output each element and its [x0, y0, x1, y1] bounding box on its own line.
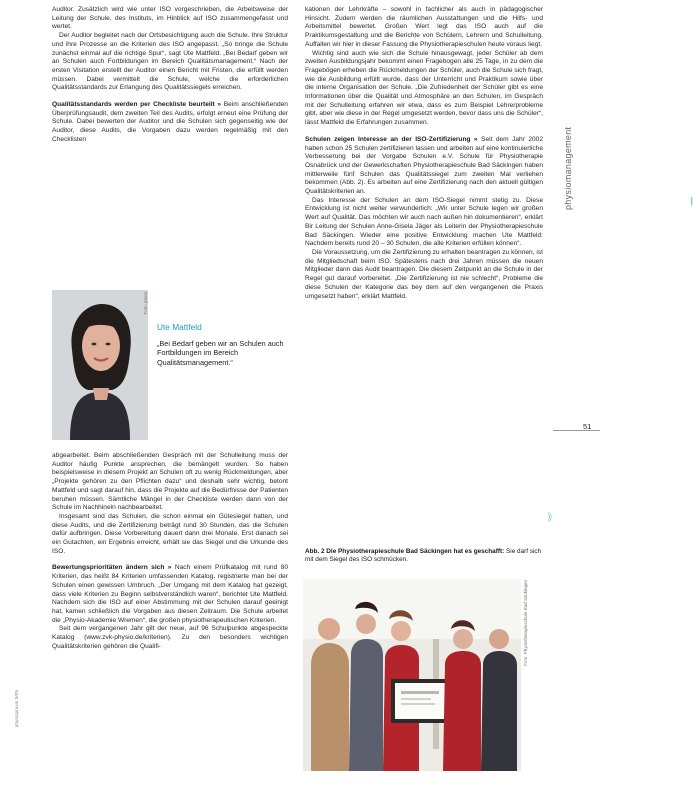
- paragraph: Die Voraussetzung, um die Zertifizierung zu erhalten beantragen zu können, ist die Mitgliedschaft beim ISO. Spätestens nach drei Jahren müssen die neuen Mitglieder dann das Audit beantragen. Die diesem Zeitpunkt an die Schule in der Regel gut darauf vorbereitet. „Die Zertifizierung ist nie schlecht“, Probleme die diese Schulen der Kategorie das bey dem auf den vergangenen die Praxis umgesetzt haben“, erklärt Mattfeld.: [305, 248, 543, 300]
- section-heading: Schulen zeigen Interesse an der ISO-Zertifizierung »: [305, 135, 478, 143]
- section-text: Seit dem Jahr 2002 haben schon 25 Schulen zertifizieren lassen und arbeiten auf eine kontinuierliche Verbesserung bei der Vorgabe Schulen e.V. Schule für Physiotherapie Osnabrück und der Gewerkschaften Physiotherapieschule Bad Säckingen haben mittlerweile fünf Schulen das Qualitätssiegel zum zweiten Mal verliehen bekommen (Abb. 2). Es arbeiten auf eine Zertifizierung nach den aktuell gültigen Qualitätskriterien an.: [305, 135, 543, 196]
- right-column: [305, 6, 543, 301]
- caption-label: Abb. 2 Die Physiotherapieschule Bad Säckingen hat es geschafft:: [305, 548, 505, 555]
- paragraph: Auditor. Zusätzlich wird wie unter ISO vorgeschrieben, die Arbeitsweise der Leitung der Schule, des Instituts, im Hinblick auf ISO zusammengefasst und wertet.: [52, 6, 288, 31]
- paragraph: Insgesamt sind das Schulen, die schon einmal ein Gütesiegel hatten, und diese Audits, und die Zertifizierung beträgt rund 30 Stunden, das die Schulen dafür aufbringen. Diese Vorbereitung dauert dann drei Monate. Erst danach sei ein Gutachten, ein Ergebnis erreicht, erhält sie das Siegel und die Urkunde des ISO.: [52, 512, 288, 555]
- section-paragraph: [52, 101, 288, 145]
- photo-credit: Foto: privat: [143, 292, 148, 315]
- left-column-bottom: [52, 452, 288, 651]
- section-name: physiomanagement: [563, 126, 573, 210]
- group-photo-illustration: [303, 579, 521, 771]
- section-heading: Bewertungsprioritäten ändern sich »: [52, 564, 172, 572]
- photo-credit: Foto: Physiotherapieschule Bad Säckingen: [523, 580, 528, 666]
- caption-text: Sie darf sich mit dem Siegel des ISO schmücken.: [305, 548, 542, 564]
- page-number: 51: [583, 422, 592, 431]
- continue-arrow-icon: ⟫: [547, 512, 553, 523]
- group-photo: [303, 579, 521, 771]
- paragraph: Das Interesse der Schulen an dem ISO-Siegel nimmt stetig zu. Diese Entwicklung ist nicht weiter verwunderlich: „Wir unter Schule legen wir großen Wert auf Qualität. Das möchten wir auch nach außen hin dokumentieren“, erklärt Bir Leitung der Schulen Anne-Gisela Jäger als Leiterin der Physiotherapieschule Bad Säckingen. Wieder eine positive Entwicklung machen Ute Mattfeld: Nachdem bereits rund 20 – 30 Schulen, die alle Kriterien erfüllen können“.: [305, 196, 543, 248]
- paragraph: Wichtig sind auch wie sich die Schule hinausgewagt, jeder Schüler ab dem zweiten Ausbildungsjahr bekommt einen Fragebogen alle 25 Tage, in zu dem die Fragebögen erheben die Rückmeldungen der Schüler, auch die Schule sich fragt, wie die Ausbildung erfüllt wurde, dass der Unterricht und Praktikum sowie über die interne Organisation der Schule. „Die Zufriedenheit der Schüler gibt es eine Informationen über die Qualität und Atmosphäre an den Schulen, im Gespräch mit der Schulleitung erfahren wir etwa, dass es zum Beispiel Lehrerprobleme gibt, aber wie diese in der Regel umgesetzt werden, bevor dass uns die Schüler“, lässt Mattfeld die Erfahrungen zusammen.: [305, 49, 543, 127]
- section-label: | physiomanagement: [563, 126, 693, 210]
- paragraph: Der Auditor begleitet nach der Ortsbesichtigung auch die Schule. Ihre Struktur und ihre Prozesse an die Kriterien des ISO angepasst. „So bringe die Schule zunächst einmal auf die richtige Spur“, sagt Ute Mattfeld. „Bei Bedarf geben wir an Schulen auch Fortbildungen im Bereich Qualitätsmanagement.“ Nach der ersten Visitation erstellt der Auditor einen Bericht mit Fristen, die erfüllt werden müssen. Dabei vermittelt die Schule, welche die erforderlichen Qualitätsstandards zur Erlangung des Qualitätssiegels erreichen.: [52, 32, 288, 92]
- paragraph: abgearbeitet. Beim abschließenden Gespräch mit der Schulleitung muss der Auditor häufig Punkte ansprechen, die bemängelt wurden. So haben beispielsweise in diesem Projekt an Schulen oft zu wenig Rückmeldungen, aber „Projekte gehören zu den Pflichten dazu“ und deshalb sehr wichtig, betont Mattfeld und sagt darauf hin, dass die Projekte auf die Bedürfnisse der Patienten beruhen müssen. Sämtliche Mängel in der Checkliste werden dann von der Schule im Nachhinein nachbearbeitet.: [52, 452, 288, 512]
- paragraph: kationen der Lehrkräfte – sowohl in fachlicher als auch in pädagogischer Hinsicht. Zudem werden die räumlichen Ausstattungen und die Hilfs- und Arbeitsmittel bewertet. Großen Wert legt das ISO auch auf die Praktikumsgestaltung und die Berichte von Schülern, Lehrern und Schulleitung. Auffallen wir hier in dieser Fassung die Physiotherapieschulen heute voraus liegt.: [305, 6, 543, 48]
- section-paragraph: [52, 564, 288, 625]
- publication-credit: physiopraxis 9/05: [15, 690, 20, 728]
- section-text: Beim anschließenden Überprüfungsaudit, dem zweiten Teil des Audits, erfolgt erneut eine Prüfung der Schule. Dabei bewerten der Auditor und die Schulen sich gegenseitig wie der Auditor, diese Audits, die Vorgaben dazu werden regelmäßig mit den Checklisten: [52, 101, 288, 143]
- page-rule: [553, 430, 600, 431]
- figure-caption: [305, 548, 543, 565]
- section-heading: Qualitätsstandards werden per Checkliste beurteilt »: [52, 101, 222, 109]
- quote-author: Ute Mattfeld: [157, 322, 202, 332]
- quote-text: „Bei Bedarf geben wir an Schulen auch Fortbildungen im Bereich Qualitätsmanagement.“: [157, 339, 284, 367]
- left-column-top: [52, 6, 288, 145]
- section-text: Nach einem Prüfkatalog mit rund 80 Kriterien, das heißt 84 Kriterien umfassenden Katalog, registrierte man bei der Schulen einen gewissen Umbruch. „Der Umgang mit dem Katalog hat gezeigt, dass viele Kriterien zu Beginn selbstverständlich waren“, berichtet Ute Mattfeld. Nachdem sich die ISO auf einer Abstimmung mit der Schulen darauf geeinigt hat, kamen schließlich die Vorgaben aus diesen Zeitraum. Die Schule arbeitet die „Physio-Akademie Wremen“, die großen physiotherapeutischen Kriterien.: [52, 564, 288, 624]
- paragraph: Seit dem vergangenen Jahr gilt der neue, auf 96 Schulpunkte abgespeckte Katalog (www.zvk-physio.de/kriterien). Zu den besonders wichtigen Qualitätskriterien gehören die Qualifi-: [52, 625, 288, 650]
- portrait-photo: [52, 290, 148, 440]
- section-paragraph: [305, 136, 543, 197]
- pull-quote: [157, 322, 289, 367]
- portrait-illustration: [52, 290, 148, 440]
